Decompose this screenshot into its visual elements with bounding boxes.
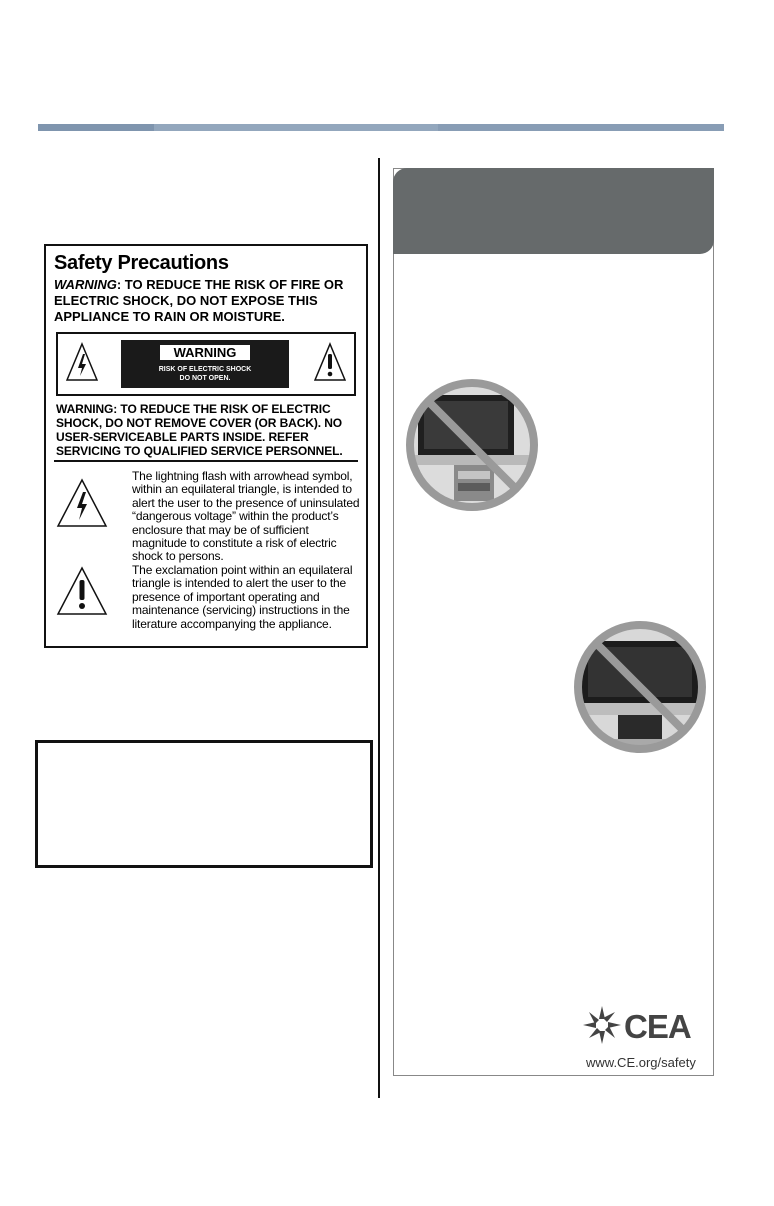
exclamation-symbol-icon bbox=[56, 566, 108, 616]
column-divider bbox=[378, 158, 380, 1098]
warning-label-title: WARNING bbox=[160, 345, 251, 360]
exclamation-triangle-icon bbox=[314, 342, 346, 382]
safety-separator bbox=[54, 460, 358, 462]
blank-notice-box bbox=[35, 740, 373, 868]
header-rule bbox=[38, 124, 724, 131]
warning-label-line1: RISK OF ELECTRIC SHOCK bbox=[158, 366, 252, 373]
warning-label-panel bbox=[56, 332, 356, 396]
lightning-triangle-icon bbox=[66, 342, 98, 382]
warning-intro-text: : TO REDUCE THE RISK OF FIRE OR ELECTRIC SHOCK, DO NOT EXPOSE THIS APPLIANCE TO RAIN OR MOISTURE. bbox=[54, 277, 344, 324]
cea-url: www.CE.org/safety bbox=[586, 1055, 696, 1070]
lightning-symbol-icon bbox=[56, 478, 108, 528]
safety-precautions-box bbox=[44, 244, 368, 648]
tv-on-unstable-furniture-prohibited-image bbox=[404, 377, 540, 513]
safety-title: Safety Precautions bbox=[54, 252, 229, 274]
cea-safety-panel bbox=[393, 168, 714, 1076]
exclamation-description: The exclamation point within an equilateral triangle is intended to alert the user to the presence of important operating and maintenance (servicing) instructions in the literature accompanying the appliance. bbox=[132, 563, 353, 631]
panel-header-bar bbox=[393, 168, 714, 254]
warning-black-label bbox=[121, 340, 289, 388]
warning-label-line2: DO NOT OPEN. bbox=[179, 375, 231, 382]
tv-on-small-stand-prohibited-image bbox=[572, 619, 708, 755]
safety-warning-intro bbox=[54, 277, 359, 325]
warning-word: WARNING bbox=[54, 277, 117, 292]
lightning-description: The lightning flash with arrowhead symbol, within an equilateral triangle, is intended to alert the user to the presence of uninsulated “dangerous voltage” within the product’s enclosure that may be of sufficient magnitude to constitute a risk of electric shock to persons. bbox=[132, 469, 360, 564]
electric-shock-warning: WARNING: TO REDUCE THE RISK OF ELECTRIC SHOCK, DO NOT REMOVE COVER (OR BACK). NO USER-SERVICEABLE PARTS INSIDE. REFER SERVICING TO QUALIFIED SERVICE PERSONNEL. bbox=[56, 402, 343, 458]
cea-logo-text: CEA bbox=[624, 1008, 691, 1045]
cea-logo-icon bbox=[582, 1005, 712, 1045]
